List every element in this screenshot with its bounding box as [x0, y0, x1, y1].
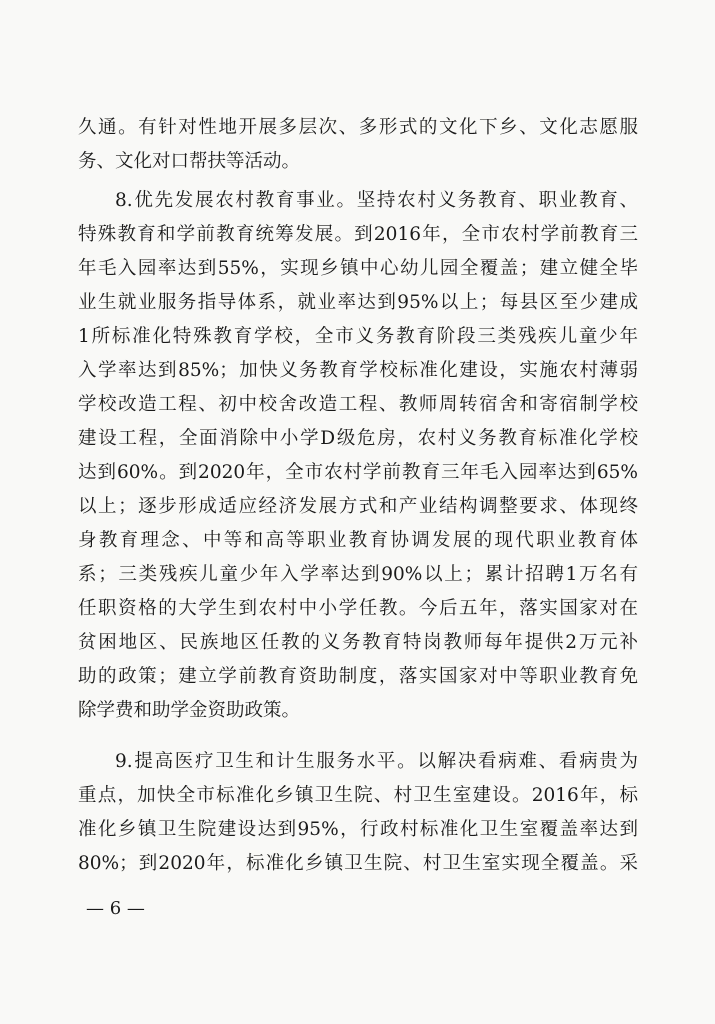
paragraph-8 — [78, 184, 638, 728]
text-line: 务、文化对口帮扶等活动。 — [78, 151, 301, 172]
text-line: 除学费和助学金资助政策。 — [78, 700, 301, 721]
text-line: 助的政策；建立学前教育资助制度，落实国家对中等职业教育免 — [78, 666, 638, 687]
text-line: 系；三类残疾儿童少年入学率达到90%以上；累计招聘1万名有 — [78, 564, 638, 585]
paragraph-9 — [78, 745, 638, 881]
text-line: 身教育理念、中等和高等职业教育协调发展的现代职业教育体 — [78, 530, 638, 551]
text-line: 达到60%。到2020年，全市农村学前教育三年毛入园率达到65% — [78, 462, 638, 483]
text-line: 80%；到2020年，标准化乡镇卫生院、村卫生室实现全覆盖。采 — [78, 853, 638, 874]
text-line: 学校改造工程、初中校舍改造工程、教师周转宿舍和寄宿制学校 — [78, 394, 638, 415]
text-line: 建设工程，全面消除中小学D级危房，农村义务教育标准化学校 — [78, 428, 638, 449]
text-line: 以上；逐步形成适应经济发展方式和产业结构调整要求、体现终 — [78, 496, 638, 517]
text-line: 业生就业服务指导体系，就业率达到95%以上；每县区至少建成 — [78, 292, 638, 313]
paragraph-heading-line: 8.优先发展农村教育事业。坚持农村义务教育、职业教育、 — [115, 190, 638, 211]
text-line: 重点，加快全市标准化乡镇卫生院、村卫生室建设。2016年，标 — [78, 785, 638, 806]
page-number: — 6 — — [86, 898, 145, 919]
text-line: 入学率达到85%；加快义务教育学校标准化建设，实施农村薄弱 — [78, 360, 638, 381]
text-line: 久通。有针对性地开展多层次、多形式的文化下乡、文化志愿服 — [78, 117, 638, 138]
text-line: 准化乡镇卫生院建设达到95%，行政村标准化卫生室覆盖率达到 — [78, 819, 638, 840]
text-line: 特殊教育和学前教育统筹发展。到2016年，全市农村学前教育三 — [78, 224, 638, 245]
text-line: 贫困地区、民族地区任教的义务教育特岗教师每年提供2万元补 — [78, 632, 638, 653]
text-line: 1所标准化特殊教育学校，全市义务教育阶段三类残疾儿童少年 — [78, 326, 638, 347]
paragraph-heading-line: 9.提高医疗卫生和计生服务水平。以解决看病难、看病贵为 — [115, 751, 638, 772]
paragraph-intro — [78, 111, 638, 179]
text-line: 任职资格的大学生到农村中小学任教。今后五年，落实国家对在 — [78, 598, 638, 619]
text-line: 年毛入园率达到55%，实现乡镇中心幼儿园全覆盖；建立健全毕 — [78, 258, 638, 279]
